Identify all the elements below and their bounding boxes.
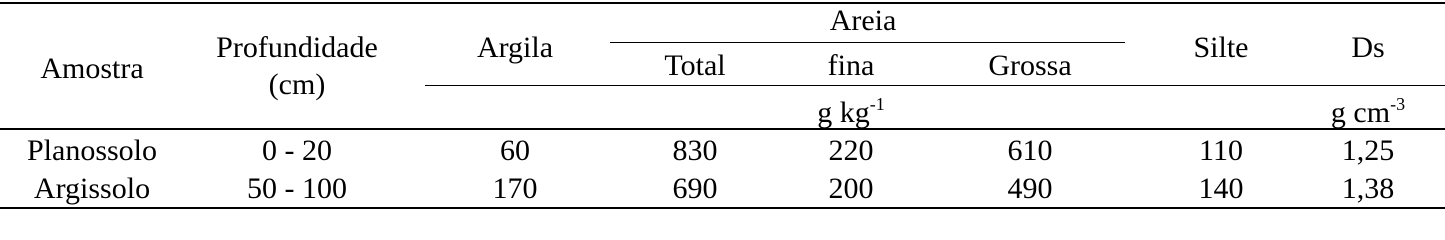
cell-areia-total: 690 bbox=[672, 172, 718, 205]
unit-ds-exponent: -3 bbox=[1390, 94, 1406, 114]
unit-ds-base: g cm bbox=[1330, 96, 1391, 129]
unit-texture-exponent: -1 bbox=[869, 94, 885, 114]
header-ds: Ds bbox=[1351, 31, 1385, 64]
cell-profundidade: 50 - 100 bbox=[247, 172, 347, 205]
table-bottom-rule bbox=[0, 207, 1445, 209]
cell-argila: 170 bbox=[492, 172, 538, 205]
header-areia-fina: fina bbox=[827, 49, 875, 82]
unit-texture bbox=[817, 95, 885, 128]
header-profundidade: Profundidade bbox=[216, 31, 378, 64]
cell-ds: 1,38 bbox=[1341, 172, 1395, 205]
header-amostra: Amostra bbox=[40, 52, 144, 85]
units-rule bbox=[425, 85, 1445, 86]
header-areia-grossa: Grossa bbox=[988, 49, 1072, 82]
cell-areia-fina: 220 bbox=[828, 134, 874, 167]
cell-areia-total: 830 bbox=[672, 134, 718, 167]
cell-argila: 60 bbox=[500, 134, 530, 167]
cell-areia-grossa: 490 bbox=[1007, 172, 1053, 205]
table-top-rule bbox=[0, 2, 1445, 4]
cell-ds: 1,25 bbox=[1341, 134, 1395, 167]
unit-ds bbox=[1331, 95, 1405, 128]
cell-silte: 140 bbox=[1198, 172, 1244, 205]
cell-areia-grossa: 610 bbox=[1007, 134, 1053, 167]
header-bottom-rule bbox=[0, 128, 1445, 130]
cell-amostra: Planossolo bbox=[26, 134, 158, 167]
areia-group-rule bbox=[610, 42, 1125, 43]
unit-texture-base: g kg bbox=[817, 96, 870, 129]
cell-areia-fina: 200 bbox=[828, 172, 874, 205]
cell-profundidade: 0 - 20 bbox=[262, 134, 332, 167]
cell-amostra: Argissolo bbox=[33, 172, 151, 205]
cell-silte: 110 bbox=[1199, 134, 1243, 167]
header-areia-total: Total bbox=[664, 49, 726, 82]
header-profundidade-unit: (cm) bbox=[268, 68, 326, 101]
header-areia: Areia bbox=[829, 4, 897, 37]
header-argila: Argila bbox=[476, 31, 554, 64]
header-silte: Silte bbox=[1193, 31, 1249, 64]
